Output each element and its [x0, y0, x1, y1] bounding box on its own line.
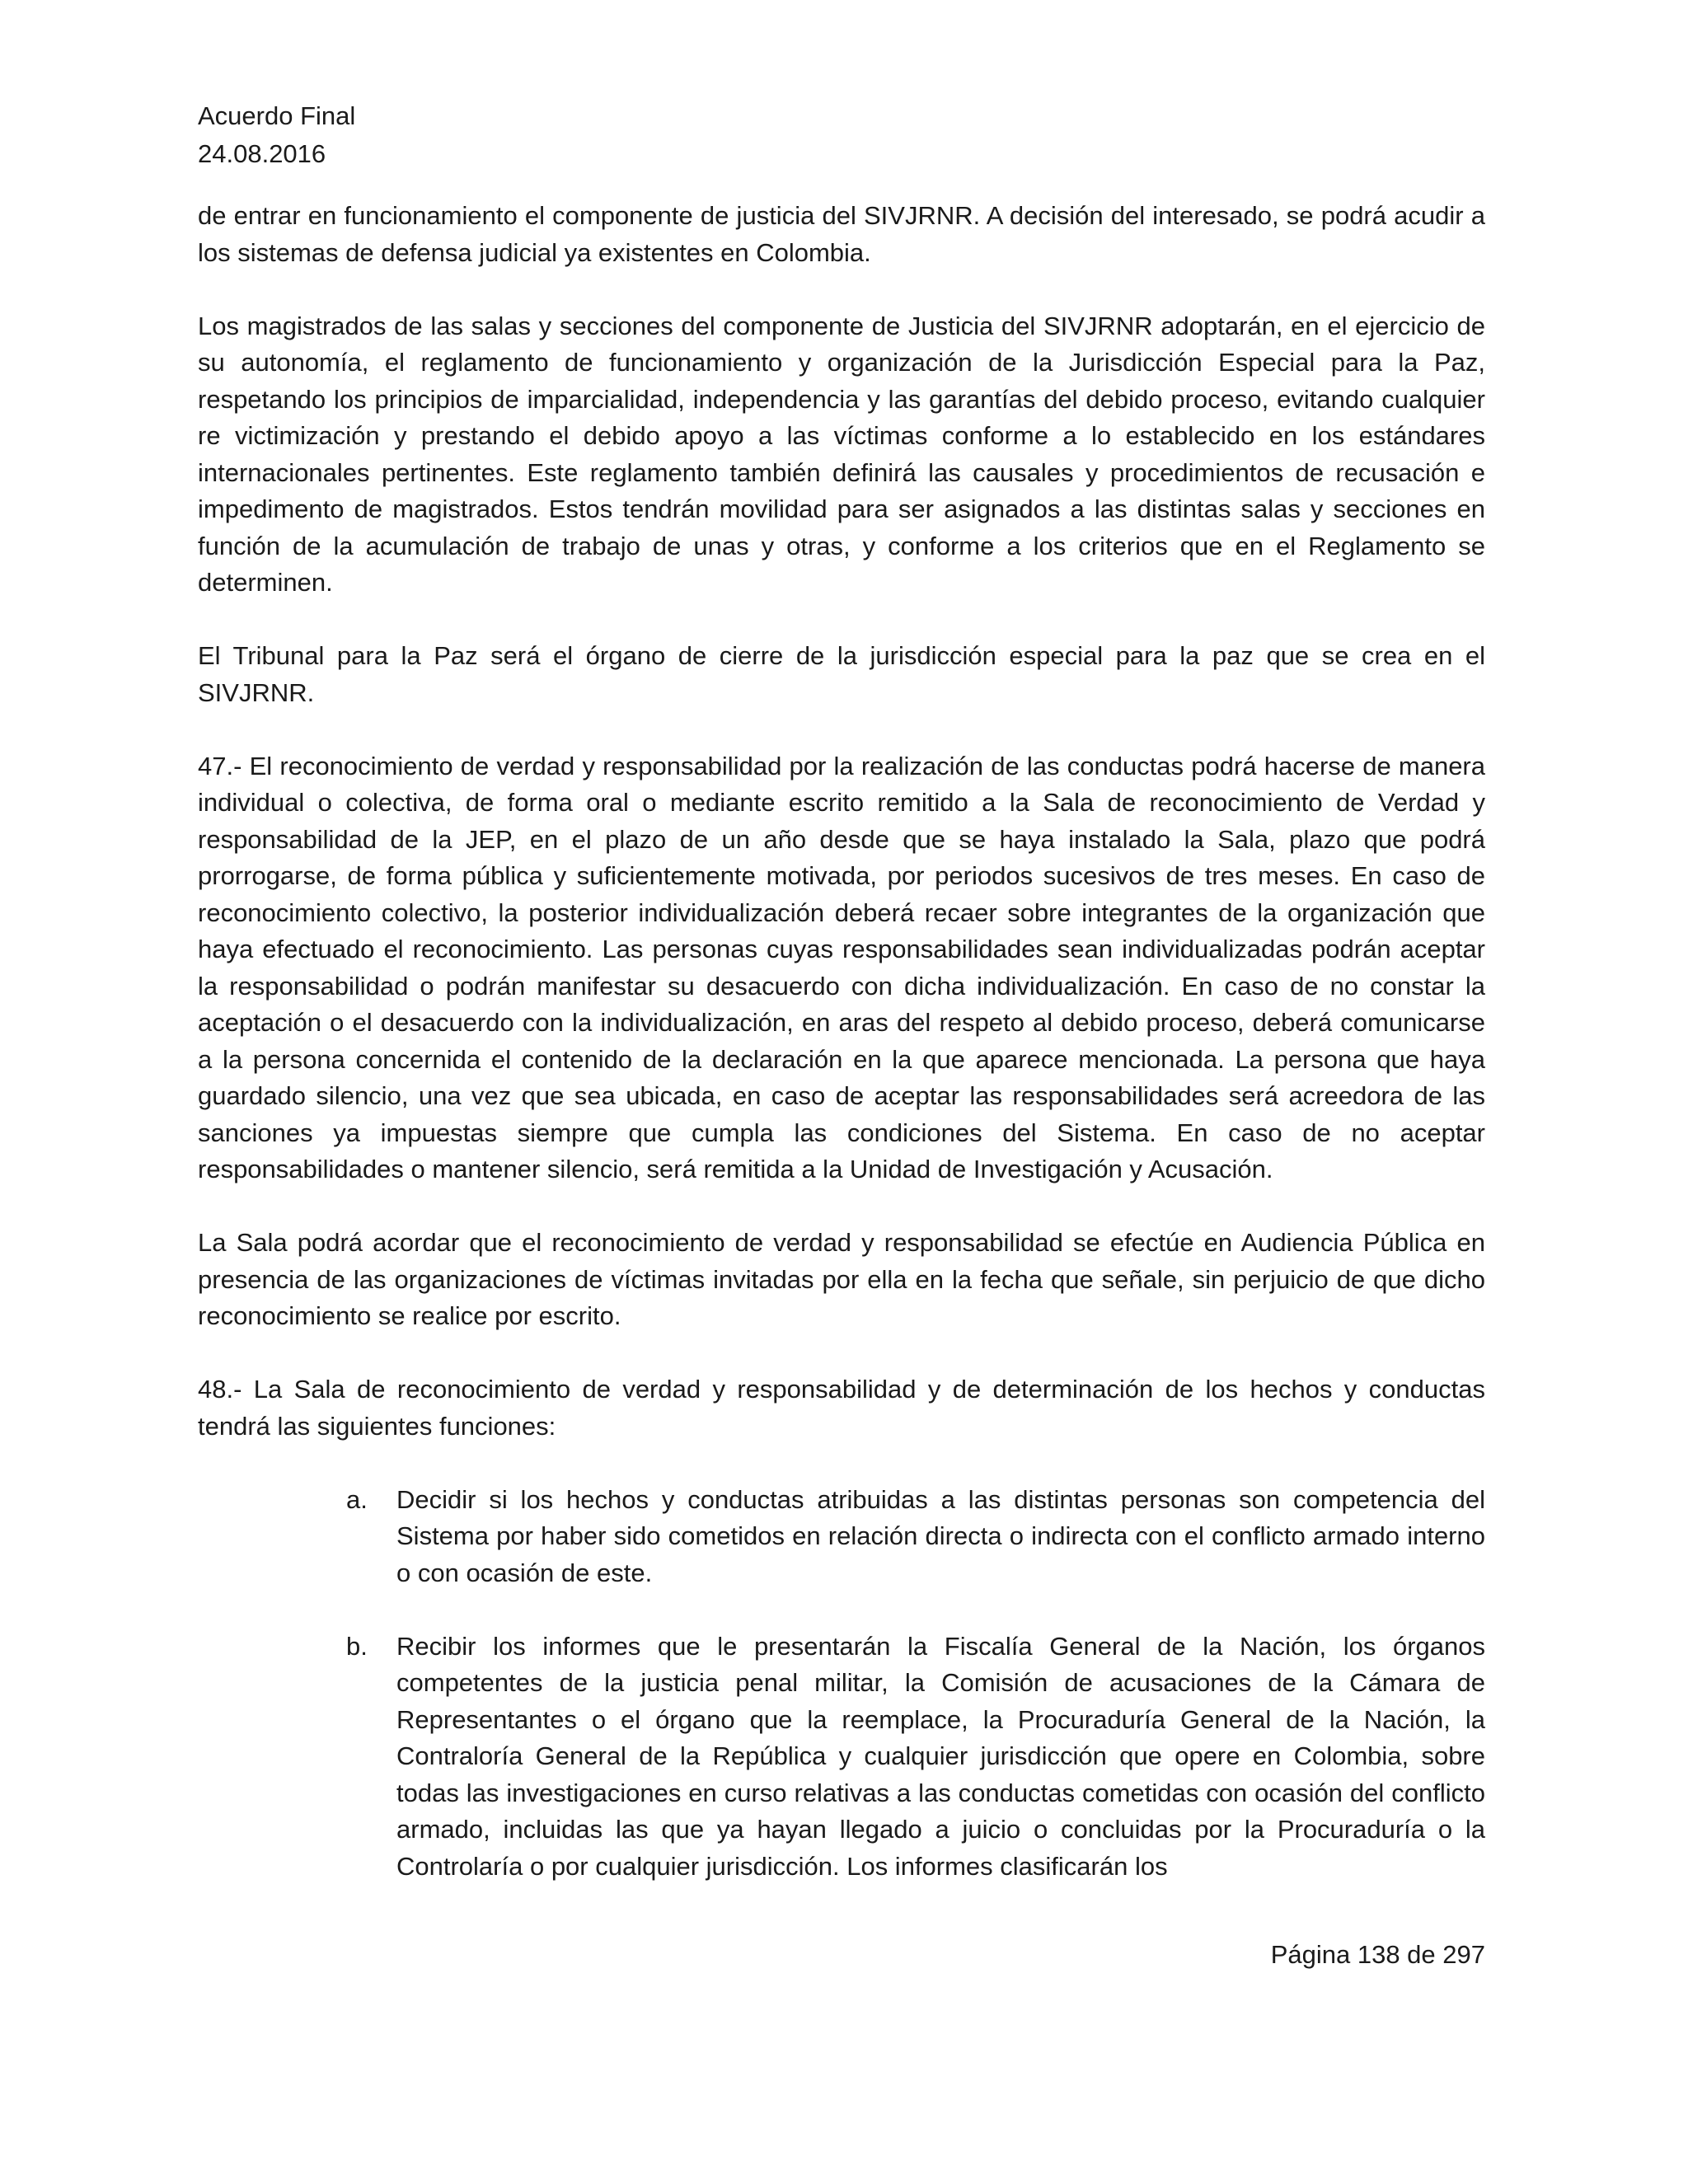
paragraph-audiencia: La Sala podrá acordar que el reconocimiento de verdad y responsabilidad se efectúe en Audiencia Pública en presencia de las organizaciones de víctimas invitadas por ella en la fecha que señale, sin perjuicio de que dicho reconocimiento se realice por escrito. [198, 1228, 1485, 1330]
list-marker: b. [346, 1631, 368, 1661]
document-title: Acuerdo Final [198, 101, 356, 130]
paragraph-continuation: de entrar en funcionamiento el componente de justicia del SIVJRNR. A decisión del interesado, se podrá acudir a los sistemas de defensa judicial ya existentes en Colombia. [198, 201, 1485, 267]
list-item-text: Recibir los informes que le presentarán la Fiscalía General de la Nación, los órganos competentes de la justicia penal militar, la Comisión de acusaciones de la Cámara de Representantes o el órgano que la reemplace, la Procuraduría General de la Nación, la Contraloría General de la República y cualquier jurisdicción que opere en Colombia, sobre todas las investigaciones en curso relativas a las conductas cometidas con ocasión del conflicto armado, incluidas las que ya hayan llegado a juicio o concluidas por la Procuraduría o la Controlaría o por cualquier jurisdicción. Los informes clasificarán los [396, 1631, 1485, 1881]
page-header [198, 97, 355, 173]
paragraph-48: 48.- La Sala de reconocimiento de verdad y responsabilidad y de determinación de los hechos y conductas tendrá las siguientes funciones: [198, 1375, 1485, 1441]
document-date: 24.08.2016 [198, 139, 326, 168]
page-number: Página 138 de 297 [1270, 1940, 1485, 1969]
list-marker: a. [346, 1484, 368, 1514]
functions-list [198, 1482, 1485, 1886]
list-item-text: Decidir si los hechos y conductas atribuidas a las distintas personas son competencia del Sistema por haber sido cometidos en relación directa o indirecta con el conflicto armado interno o con ocasión de este. [396, 1484, 1485, 1587]
list-item [198, 1629, 1485, 1886]
list-item [198, 1482, 1485, 1592]
paragraph-tribunal: El Tribunal para la Paz será el órgano de cierre de la jurisdicción especial para la paz que se crea en el SIVJRNR. [198, 641, 1485, 707]
paragraph-magistrados: Los magistrados de las salas y secciones del componente de Justicia del SIVJRNR adoptarán, en el ejercicio de su autonomía, el reglamento de funcionamiento y organización de la Jurisdicción Especial para la Paz, respetando los principios de imparcialidad, independencia y las garantías del debido proceso, evitando cualquier re victimización y prestando el debido apoyo a las víctimas conforme a lo establecido en los estándares internacionales pertinentes. Este reglamento también definirá las causales y procedimientos de recusación e impedimento de magistrados. Estos tendrán movilidad para ser asignados a las distintas salas y secciones en función de la acumulación de trabajo de unas y otras, y conforme a los criterios que en el Reglamento se determinen. [198, 311, 1485, 597]
paragraph-47: 47.- El reconocimiento de verdad y responsabilidad por la realización de las conductas podrá hacerse de manera individual o colectiva, de forma oral o mediante escrito remitido a la Sala de reconocimiento de Verdad y responsabilidad de la JEP, en el plazo de un año desde que se haya instalado la Sala, plazo que podrá prorrogarse, de forma pública y suficientemente motivada, por periodos sucesivos de tres meses. En caso de reconocimiento colectivo, la posterior individualización deberá recaer sobre integrantes de la organización que haya efectuado el reconocimiento. Las personas cuyas responsabilidades sean individualizadas podrán aceptar la responsabilidad o podrán manifestar su desacuerdo con dicha individualización. En caso de no constar la aceptación o el desacuerdo con la individualización, en aras del respeto al debido proceso, deberá comunicarse a la persona concernida el contenido de la declaración en la que aparece mencionada. La persona que haya guardado silencio, una vez que sea ubicada, en caso de aceptar las responsabilidades será acreedora de las sanciones ya impuestas siempre que cumpla las condiciones del Sistema. En caso de no aceptar responsabilidades o mantener silencio, será remitida a la Unidad de Investigación y Acusación. [198, 751, 1485, 1183]
document-body [198, 198, 1485, 1922]
